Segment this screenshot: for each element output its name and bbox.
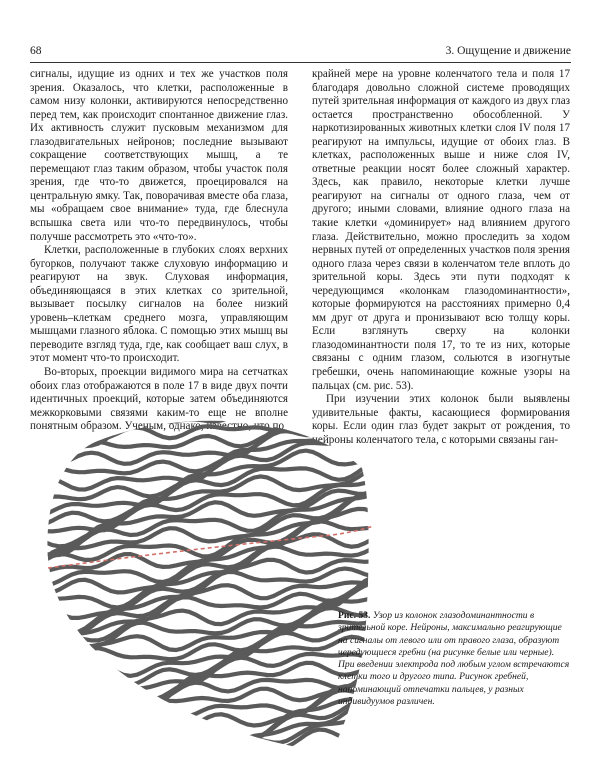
header-rule <box>30 62 571 63</box>
ridge-stripe <box>40 408 390 457</box>
ridge-stripe <box>40 730 390 754</box>
right-paragraph-1: крайней мере на уровне коленчатого тела и поля 17 благодаря довольно сложной системе проводящих путей зрительная информация от каждого из двух глаз остается пространственно обособленной. У наркотизированных животных клетки слоя IV поля 17 реагируют на импульсы, идущие от обоих глаз. В клетках, расположенных выше и ниже слоя IV, ответные реакции носят более сложный характер. Здесь, как правило, некоторые клетки лучше реагируют на сигналы от одного глаза, чем от другого; иными словами, влияние одного глаза на такие клетки «доминирует» над влиянием другого глаза. Действительно, можно проследить за ходом нервных путей от определенных участков поля зрения одного глаза через связи в коленчатом теле вплоть до зрительной коры. Здесь эти пути подходят к чередующимся «колонкам глазодоминантности», которые формируются на расстояниях примерно 0,4 мм друг от друга и пронизывают всю толщу коры. Если взглянуть сверху на колонки глазодоминантности поля 17, то те из них, которые связаны с одним глазом, сольются в изогнутые гребешки, очень напоминающие кожные узоры на пальцах (см. рис. 53). <box>312 68 570 392</box>
caption-text: Узор из колонок глазодоминантности в зрительной коре. Нейроны, максимально реагирующие на сигналы от левого или от правого глаза, образуют чередующиеся гребни (на рисунке белые или черные). При введении электрода под любым углом встречаются клетки того и другого типа. Рисунок гребней, напоминающий отпечатки пальцев, у разных индивидуумов различен. <box>338 610 570 708</box>
left-paragraph-1: сигналы, идущие из одних и тех же участков поля зрения. Оказалось, что клетки, расположенные в самом низу колонки, активируются непосредственно перед тем, как происходит спонтанное движение глаз. Их активность служит пусковым механизмом для глазодвигательных нейронов; последние вызывают сокращение соответствующих мышц, а те перемещают глаз таким образом, чтобы участок поля зрения, где что-то движется, проецировался на центральную ямку. Так, поворачивая вместе оба глаза, мы «обращаем свое внимание» туда, где блеснула вспышка света или что-то передвинулось, чтобы получше рассмотреть это «что-то». <box>30 68 288 243</box>
left-text-column <box>30 68 288 434</box>
caption-label: Рис. 53. <box>338 610 371 621</box>
running-head: 3. Ощущение и движение <box>445 45 571 57</box>
ridge-stripe <box>40 408 390 456</box>
left-paragraph-3: Во-вторых, проекции видимого мира на сетчатках обоих глаз отображаются в поле 17 в виде двух почти идентичных проекций, которые затем объединяются межкорковыми связями каким-то еще не вполне понятным образом. Ученым, однако, известно, что по <box>30 366 288 433</box>
left-paragraph-2: Клетки, расположенные в глубоких слоях верхних бугорков, получают также слуховую информацию и реагируют на звук. Слуховая информация, объединяющаяся в этих клетках со зрительной, вызывает посылку сигналов на более низкий уровень–клеткам среднего мозга, управляющим мышцами глазного яблока. С помощью этих мышц вы переводите взгляд туда, где, как сообщает ваш слух, в этот момент что-то происходит. <box>30 244 288 365</box>
figure-caption <box>338 610 570 708</box>
right-text-column <box>312 68 570 447</box>
page-number: 68 <box>30 45 42 57</box>
right-paragraph-2: При изучении этих колонок были выявлены удивительные факты, касающиеся формирования коры. Если один глаз будет закрыт от рождения, то нейроны коленчатого тела, с которыми связаны ган- <box>312 393 570 446</box>
